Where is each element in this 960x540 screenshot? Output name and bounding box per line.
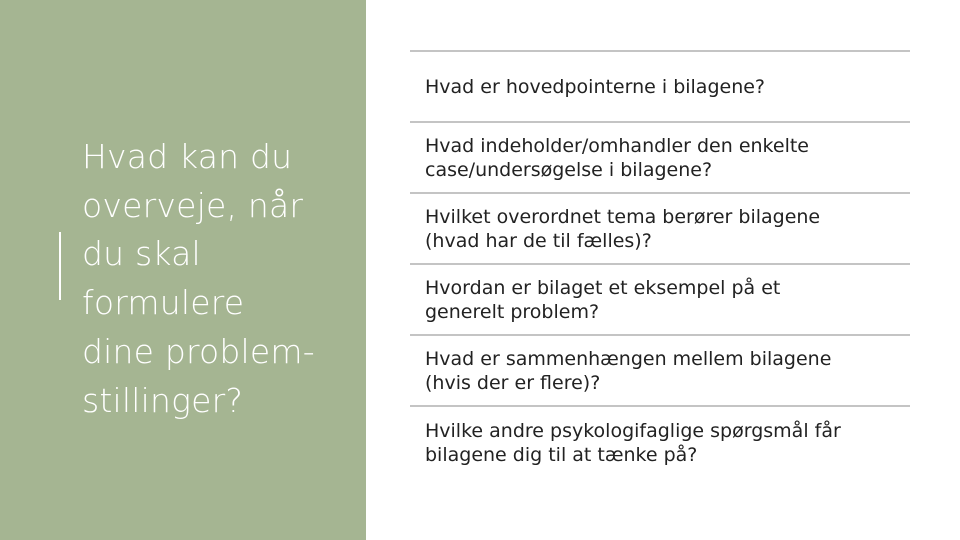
accent-bar — [59, 232, 61, 300]
question-text: Hvordan er bilaget et eksempel på et generelt problem? — [425, 276, 781, 323]
question-item — [410, 123, 910, 194]
question-text: Hvad er hovedpointerne i bilagene? — [425, 75, 766, 98]
question-item — [410, 265, 910, 336]
question-item — [410, 194, 910, 265]
question-text: Hvad indeholder/omhandler den enkelte case/undersøgelse i bilagene? — [425, 134, 809, 181]
question-item — [410, 336, 910, 407]
question-item — [410, 407, 910, 478]
question-text: Hvad er sammenhængen mellem bilagene (hvis der er flere)? — [425, 347, 832, 394]
question-text: Hvilke andre psykologifaglige spørgsmål får bilagene dig til at tænke på? — [425, 420, 841, 466]
question-item — [410, 52, 910, 123]
question-text: Hvilket overordnet tema berører bilagene (hvad har de til fælles)? — [425, 205, 821, 252]
question-list — [410, 50, 910, 478]
left-panel — [0, 0, 366, 540]
slide-title: Hvad kan du overveje, når du skal formulere dine problem- stillinger? — [82, 137, 315, 420]
